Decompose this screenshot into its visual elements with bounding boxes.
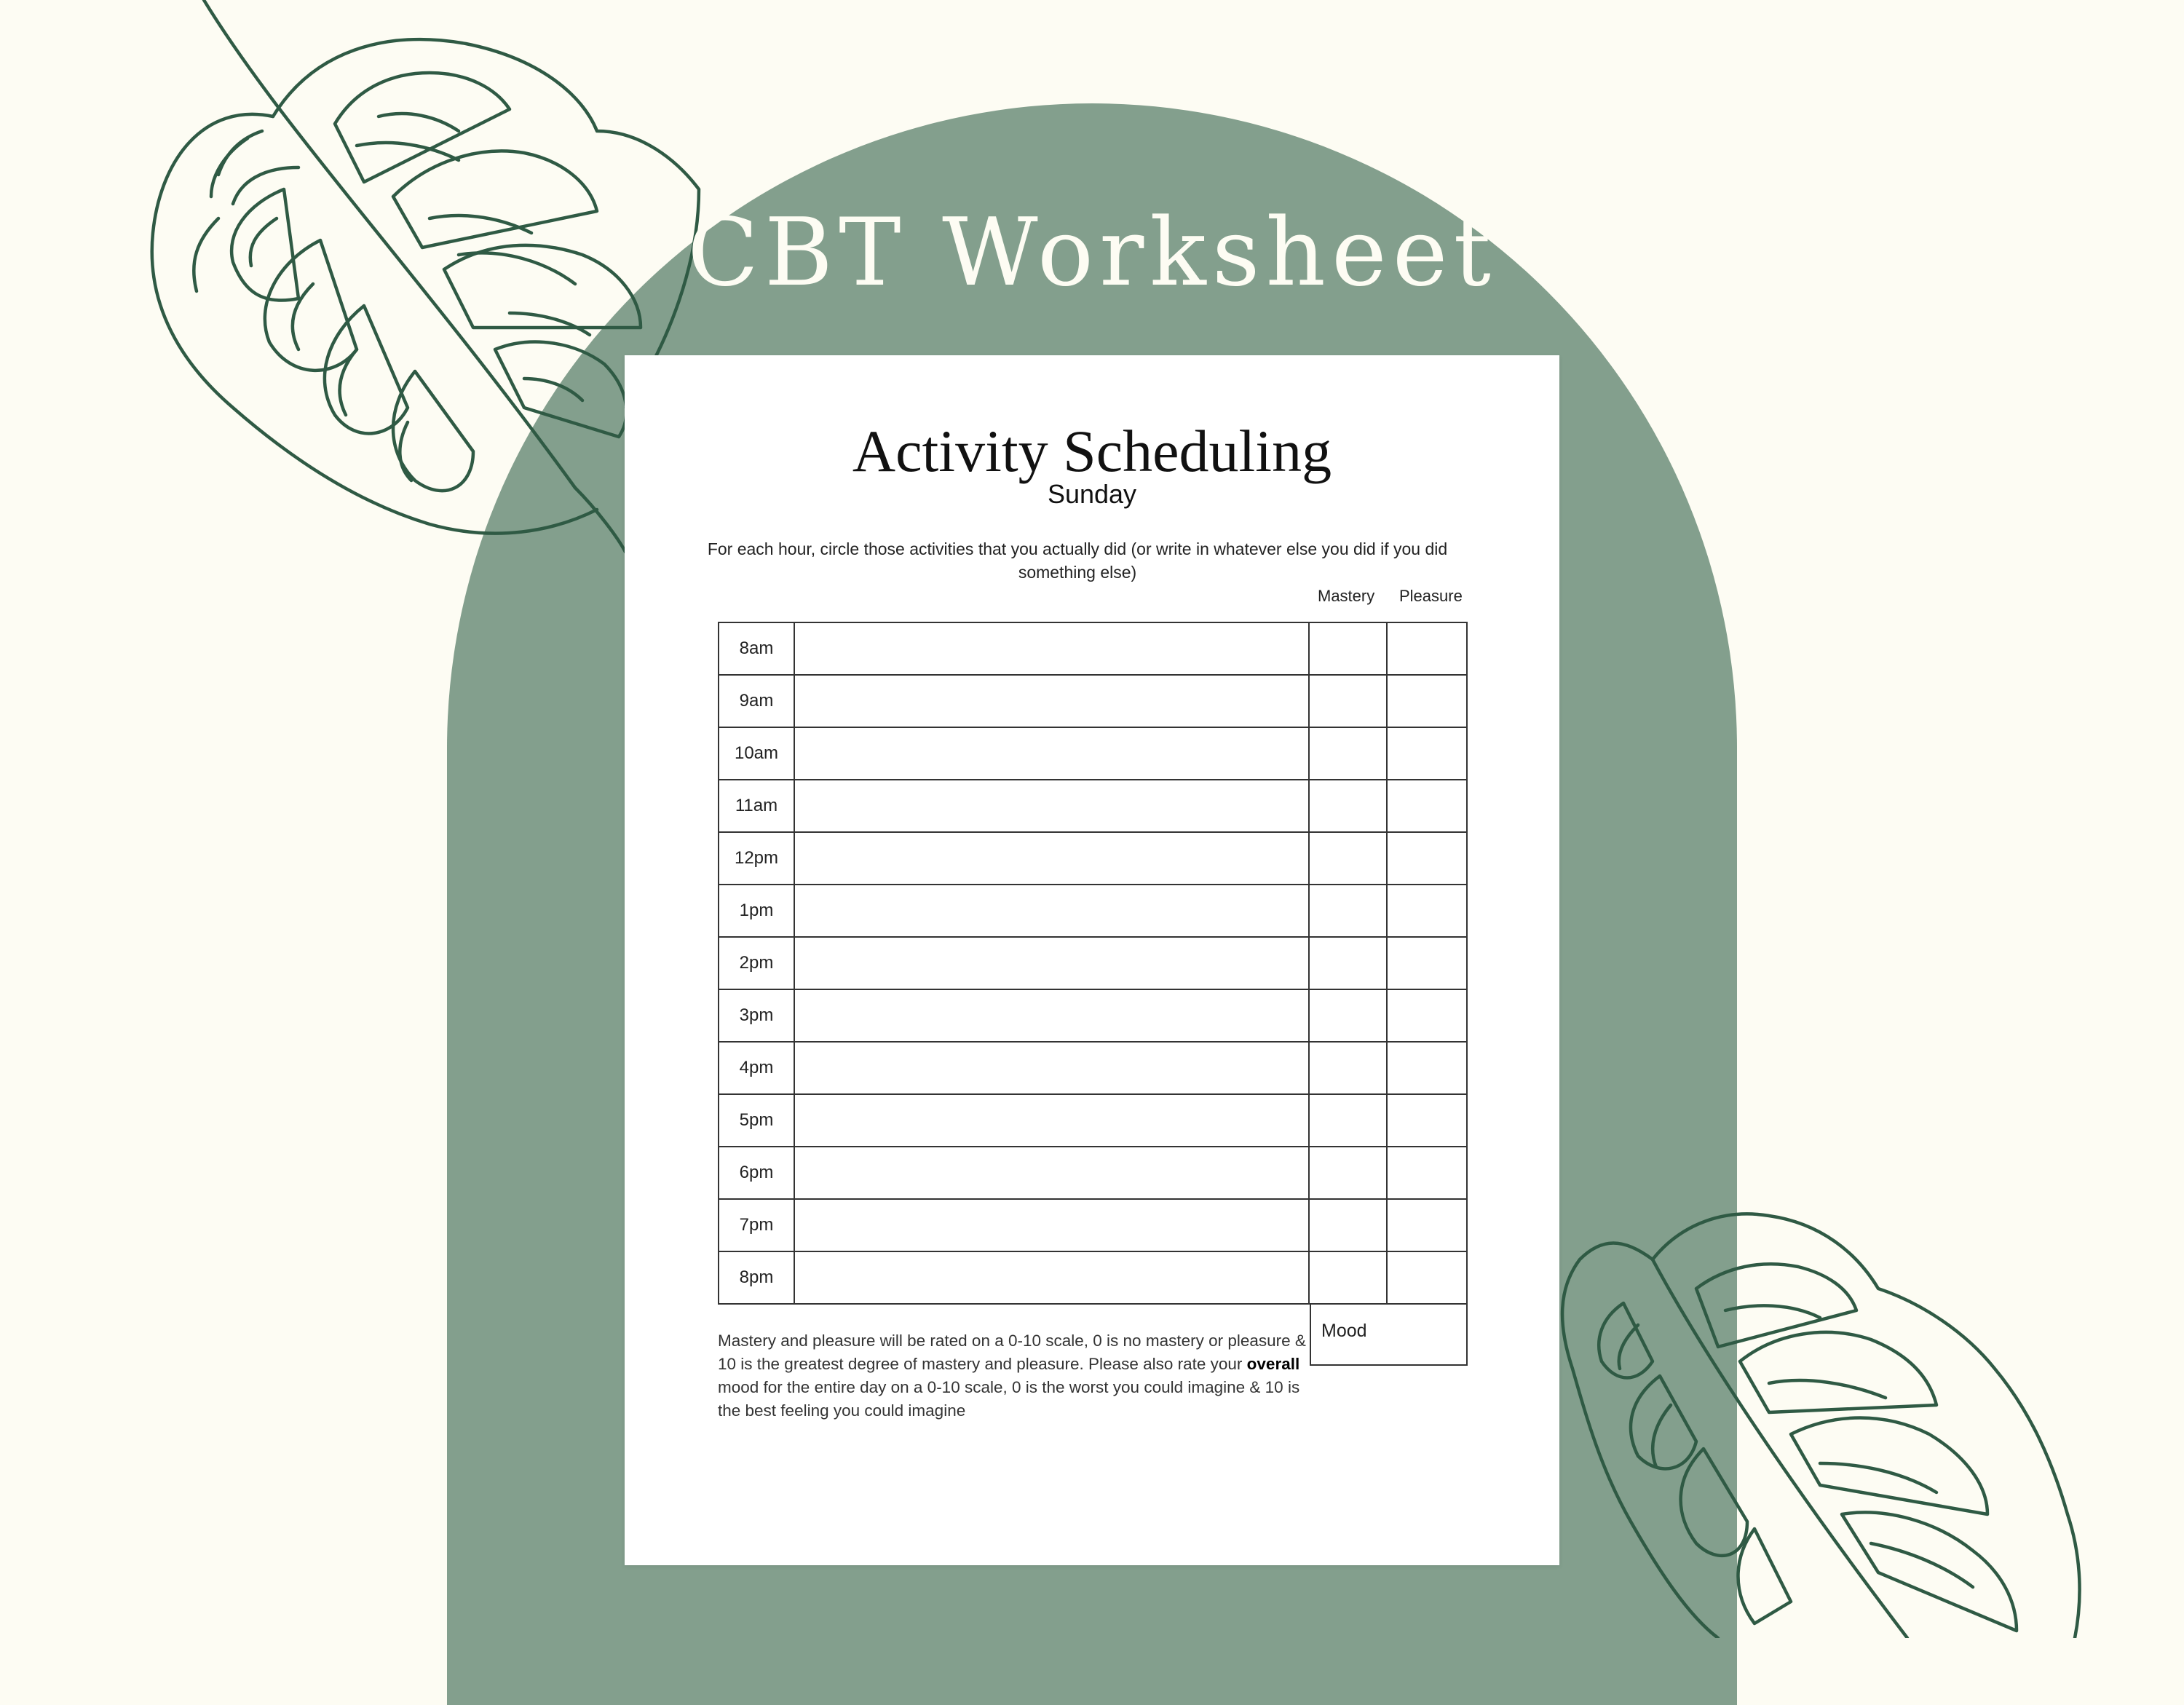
hour-label: 9am: [719, 676, 795, 727]
activity-cell[interactable]: [795, 885, 1310, 936]
activity-cell[interactable]: [795, 1095, 1310, 1146]
table-row: [719, 780, 1466, 833]
pleasure-cell[interactable]: [1388, 885, 1466, 936]
hour-label: 8am: [719, 623, 795, 674]
hour-label: 4pm: [719, 1043, 795, 1093]
mastery-cell[interactable]: [1310, 1043, 1388, 1093]
pleasure-cell[interactable]: [1388, 1147, 1466, 1198]
mastery-cell[interactable]: [1310, 885, 1388, 936]
pleasure-cell[interactable]: [1388, 1095, 1466, 1146]
pleasure-cell[interactable]: [1388, 728, 1466, 779]
mastery-cell[interactable]: [1310, 623, 1388, 674]
activity-cell[interactable]: [795, 990, 1310, 1041]
footnote-emphasis: overall: [1246, 1355, 1300, 1373]
pleasure-cell[interactable]: [1388, 676, 1466, 727]
mastery-cell[interactable]: [1310, 1252, 1388, 1303]
footnote-text-start: Mastery and pleasure will be rated on a 0-10 scale, 0 is no mastery or pleasure & 10 is the greatest degree of mastery and pleasure. Please also rate your: [718, 1332, 1306, 1373]
schedule-table: [718, 622, 1468, 1305]
worksheet-page: [625, 355, 1559, 1565]
hour-label: 1pm: [719, 885, 795, 936]
table-row: [719, 1147, 1466, 1200]
mood-box[interactable]: [1310, 1303, 1468, 1366]
activity-cell[interactable]: [795, 1043, 1310, 1093]
table-row: [719, 676, 1466, 728]
mastery-cell[interactable]: [1310, 833, 1388, 884]
pleasure-cell[interactable]: [1388, 623, 1466, 674]
table-row: [719, 1095, 1466, 1147]
activity-cell[interactable]: [795, 833, 1310, 884]
table-row: [719, 623, 1466, 676]
mastery-cell[interactable]: [1310, 990, 1388, 1041]
mastery-cell[interactable]: [1310, 1200, 1388, 1251]
mastery-cell[interactable]: [1310, 938, 1388, 989]
pleasure-cell[interactable]: [1388, 990, 1466, 1041]
worksheet-day: Sunday: [1047, 479, 1137, 509]
pleasure-cell[interactable]: [1388, 1200, 1466, 1251]
activity-cell[interactable]: [795, 623, 1310, 674]
mood-label: Mood: [1321, 1321, 1367, 1341]
hour-label: 5pm: [719, 1095, 795, 1146]
rating-footnote: [718, 1329, 1322, 1423]
activity-cell[interactable]: [795, 1147, 1310, 1198]
mastery-column-header: Mastery: [1318, 587, 1375, 605]
footnote-text-end: mood for the entire day on a 0-10 scale, 0 is the worst you could imagine & 10 is the best feeling you could imagine: [718, 1378, 1300, 1420]
hour-label: 12pm: [719, 833, 795, 884]
activity-cell[interactable]: [795, 938, 1310, 989]
table-row: [719, 728, 1466, 780]
pleasure-cell[interactable]: [1388, 1043, 1466, 1093]
worksheet-title: Activity Scheduling: [852, 418, 1332, 484]
worksheet-instructions: For each hour, circle those activities that you actually did (or write in whatever else you did if you did something else): [707, 539, 1448, 582]
hour-label: 2pm: [719, 938, 795, 989]
mastery-cell[interactable]: [1310, 1095, 1388, 1146]
activity-cell[interactable]: [795, 676, 1310, 727]
table-row: [719, 833, 1466, 885]
mastery-cell[interactable]: [1310, 676, 1388, 727]
pleasure-cell[interactable]: [1388, 780, 1466, 831]
pleasure-column-header: Pleasure: [1399, 587, 1463, 605]
table-row: [719, 1043, 1466, 1095]
pleasure-cell[interactable]: [1388, 938, 1466, 989]
table-row: [719, 1252, 1466, 1303]
activity-cell[interactable]: [795, 780, 1310, 831]
table-row: [719, 990, 1466, 1043]
table-row: [719, 885, 1466, 938]
hour-label: 3pm: [719, 990, 795, 1041]
hour-label: 11am: [719, 780, 795, 831]
table-row: [719, 1200, 1466, 1252]
hour-label: 6pm: [719, 1147, 795, 1198]
hour-label: 7pm: [719, 1200, 795, 1251]
monstera-leaf-bottom-right-icon: [1514, 1208, 2111, 1638]
table-row: [719, 938, 1466, 990]
pleasure-cell[interactable]: [1388, 833, 1466, 884]
hour-label: 10am: [719, 728, 795, 779]
banner-title: CBT Worksheet: [687, 199, 1497, 307]
activity-cell[interactable]: [795, 1200, 1310, 1251]
activity-cell[interactable]: [795, 728, 1310, 779]
mastery-cell[interactable]: [1310, 780, 1388, 831]
hour-label: 8pm: [719, 1252, 795, 1303]
pleasure-cell[interactable]: [1388, 1252, 1466, 1303]
mastery-cell[interactable]: [1310, 1147, 1388, 1198]
mastery-cell[interactable]: [1310, 728, 1388, 779]
activity-cell[interactable]: [795, 1252, 1310, 1303]
